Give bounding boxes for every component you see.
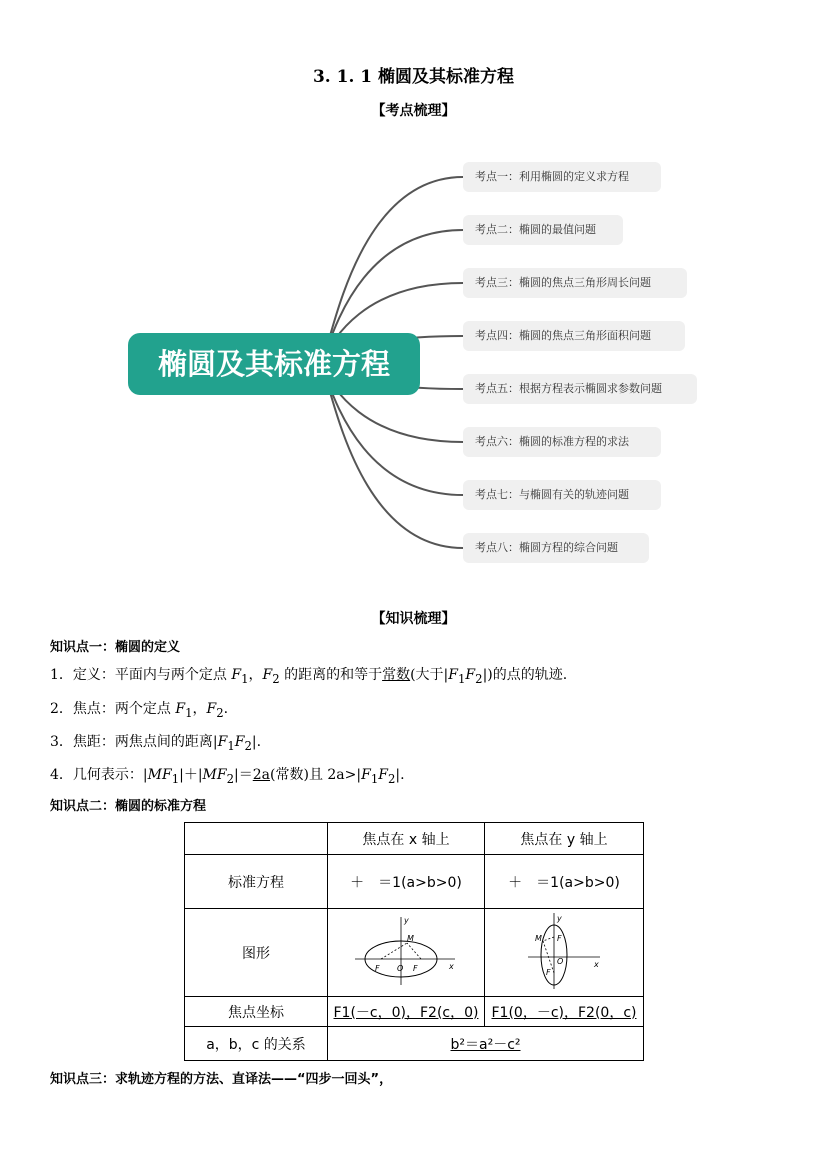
section-heading-zhishi: 【知识梳理】 [371, 611, 456, 627]
col-header-y: 焦点在 y 轴上 [485, 823, 644, 855]
foci-line: 2．焦点：两个定点 $F_1$，$F_2$. [50, 701, 229, 720]
svg-text:x: x [449, 961, 454, 971]
knowledge-2-heading: 知识点二：椭圆的标准方程 [50, 799, 207, 814]
standard-equation-table [184, 822, 644, 1061]
svg-text:x: x [594, 959, 599, 969]
svg-text:y: y [557, 913, 562, 923]
foci-x: F1(－c，0)，F2(c，0) [328, 997, 485, 1027]
svg-text:F: F [546, 967, 551, 977]
row-label-equation: 标准方程 [185, 855, 328, 909]
foci-y: F1(0，－c)，F2(0，c) [485, 997, 644, 1027]
relation-value: b²＝a²－c² [328, 1027, 644, 1061]
svg-text:M: M [407, 933, 414, 943]
horizontal-ellipse-icon [351, 913, 461, 989]
svg-text:F: F [413, 963, 418, 973]
row-label-relation: a，b，c 的关系 [185, 1027, 328, 1061]
definition-line: 1．定义：平面内与两个定点 $F_1$，$F_2$ 的距离的和等于常数(大于$|F_1F_2|$)的点的轨迹. [50, 667, 568, 686]
col-header-x: 焦点在 x 轴上 [328, 823, 485, 855]
svg-text:M: M [535, 933, 542, 943]
mindmap-node: 考点三：椭圆的焦点三角形周长问题 [463, 268, 687, 298]
figure-y-ellipse [485, 909, 644, 997]
mindmap-node: 考点二：椭圆的最值问题 [463, 215, 623, 245]
svg-text:O: O [397, 963, 404, 973]
row-label-figure: 图形 [185, 909, 328, 997]
page-title: 3. 1. 1 椭圆及其标准方程 [312, 67, 515, 87]
vertical-ellipse-icon [524, 911, 604, 991]
mindmap-node: 考点五：根据方程表示椭圆求参数问题 [463, 374, 697, 404]
svg-text:y: y [404, 915, 409, 925]
focal-distance-line: 3．焦距：两焦点间的距离$|F_1F_2|$. [50, 734, 262, 753]
mindmap-node: 考点四：椭圆的焦点三角形面积问题 [463, 321, 685, 351]
geometric-line: 4．几何表示：$|MF_1|+|MF_2|=2a$(常数)且 $2a>|F_1F_2|$. [50, 767, 405, 786]
figure-x-ellipse [328, 909, 485, 997]
svg-text:O: O [557, 956, 564, 966]
section-heading-kaodian: 【考点梳理】 [371, 103, 456, 119]
mindmap-center: 椭圆及其标准方程 [128, 333, 420, 395]
knowledge-3-heading: 知识点三：求轨迹方程的方法、直译法——“四步一回头”， [50, 1072, 393, 1087]
svg-text:F: F [375, 963, 380, 973]
knowledge-1-heading: 知识点一：椭圆的定义 [50, 640, 181, 655]
mindmap-node: 考点一：利用椭圆的定义求方程 [463, 162, 661, 192]
equation-x: ＋ ＝1(a>b>0) [328, 855, 485, 909]
mindmap-node: 考点七：与椭圆有关的轨迹问题 [463, 480, 661, 510]
mindmap-node: 考点六：椭圆的标准方程的求法 [463, 427, 661, 457]
svg-text:F: F [557, 933, 562, 943]
row-label-foci: 焦点坐标 [185, 997, 328, 1027]
mindmap-node: 考点八：椭圆方程的综合问题 [463, 533, 649, 563]
equation-y: ＋ ＝1(a>b>0) [485, 855, 644, 909]
